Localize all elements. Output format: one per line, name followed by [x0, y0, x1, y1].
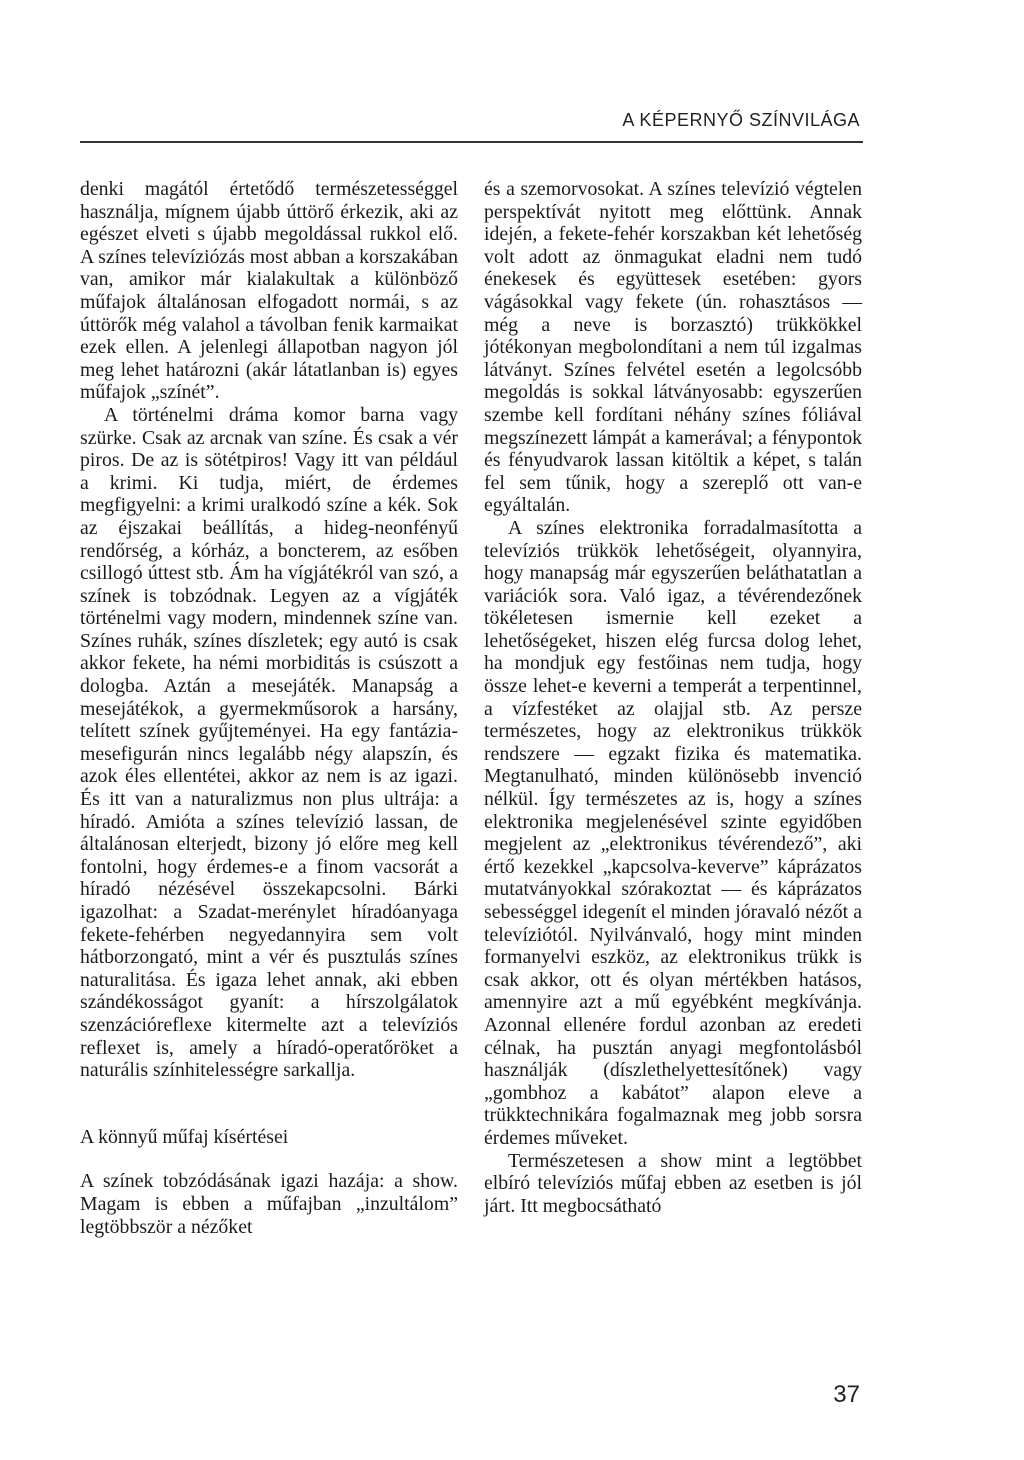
left-column [80, 178, 458, 1238]
paragraph: denki magától értetődő természetességgel használja, mígnem újabb úttörő érkezik, aki az egészet elveti s újabb megoldással rukkol elő. A színes televíziózás most abban a korszakában van, amikor már kialakultak a különböző műfajok általánosan elfogadott normái, s az úttörők még valahol a távolban fenik karmaikat ezek ellen. A jelenlegi állapotban nagyon jól meg lehet határozni (akár látatlanban is) egyes műfajok „színét”. [80, 178, 458, 404]
paragraph: A színes elektronika forradalmasította a televíziós trükkök lehetőségeit, olyannyira, hogy manapság már egyszerűen beláthatatlan a variációk sora. Való igaz, a tévérendezőnek tökéletesen ismernie kell ezeket a lehetőségeket, hiszen elég furcsa dolog lehet, ha mondjuk egy festőinas nem tudja, hogy össze lehet-e keverni a temperát a terpentinnel, a vízfestéket az olajjal stb. Az persze természetes, hogy az elektronikus trükkök rendszere — egzakt fizika és matematika. Megtanulható, minden különösebb invenció nélkül. Így természetes az is, hogy a színes elektronika megjelenésével szinte egyidőben megjelent az „elektronikus tévérendező”, aki értő kezekkel „kapcsolva-keverve” káprázatos mutatványokkal szórakoztat — és káprázatos sebességgel idegenít el minden jóravaló nézőt a televíziótól. Nyilvánvaló, hogy mint minden formanyelvi eszköz, az elektronikus trükk is csak akkor, ott és olyan mértékben hatásos, amennyire azt a mű egyébként megkívánja. Azonnal ellenére fordul azonban az eredeti célnak, ha pusztán anyagi megfontolásból használják (díszlethelyettesítőnek) vagy „gombhoz a kabátot” alapon eleve a trükktechnikára fogalmaznak meg jobb sorsra érdemes műveket. [484, 516, 862, 1149]
paragraph: és a szemorvosokat. A színes televízió végtelen perspektívát nyitott meg előttünk. Annak idején, a fekete-fehér korszakban két lehetőség volt adott az önmagukat eladni nem tudó énekesek és együttesek esetében: gyors vágásokkal vagy fekete (ún. rohasztásos — még a neve is borzasztó) trükkökkel jótékonyan megbolondítani a nem túl izgalmas látványt. Színes felvétel esetén a legolcsóbb megoldás is sokkal látványosabb: egyszerűen szembe kell fordítani néhány színes fóliával megszínezett lámpát a kamerával; a fénypontok és fényudvarok lassan kitöltik a képet, s talán fel sem tűnik, hogy a szereplő ott van-e egyáltalán. [484, 178, 862, 517]
running-head: A KÉPERNYŐ SZÍNVILÁGA [622, 110, 860, 130]
paragraph: A színek tobzódásának igazi hazája: a show. Magam is ebben a műfajban „inzultálom” legtöbbször a nézőket [80, 1170, 458, 1238]
page-number: 37 [833, 1381, 860, 1408]
paragraph: Természetesen a show mint a legtöbbet elbíró televíziós műfaj ebben az esetben is jól járt. Itt megbocsátható [484, 1149, 862, 1217]
paragraph: A történelmi dráma komor barna vagy szürke. Csak az arcnak van színe. És csak a vér piros. De az is sötétpiros! Vagy itt van például a krimi. Ki tudja, miért, de érdemes megfigyelni: a krimi uralkodó színe a kék. Sok az éjszakai beállítás, a hideg-neonfényű rendőrség, a kórház, a boncterem, az esőben csillogó úttest stb. Ám ha vígjátékról van szó, a színek is tobzódnak. Legyen az a vígjáték történelmi vagy modern, mindennek színe van. Színes ruhák, színes díszletek; egy autó is csak akkor fekete, ha némi morbiditás is csúszott a dologba. Aztán a mesejáték. Manapság a mesejátékok, a gyermekműsorok a harsány, telített színek gyűjteményei. Ha egy fantázia-mesefigurán nincs legalább négy alapszín, és azok éles ellentétei, akkor az nem is az igazi. És itt van a naturalizmus non plus ultrája: a híradó. Amióta a színes televízió lassan, de általánosan elterjedt, bizony jó előre meg kell fontolni, hogy érdemes-e a finom vacsorát a híradó nézésével összekapcsolni. Bárki igazolhat: a Szadat-merénylet híradóanyaga fekete-fehérben negyedannyira sem volt hátborzongató, mint a vér és pusztulás színes naturalitása. És igaza lehet annak, aki ebben szándékosságot gyanít: a hírszolgálatok szenzációreflexe kitermelte azt a televíziós reflexet is, amely a híradó-operatőröket a naturális színhitelességre sarkallja. [80, 403, 458, 1082]
section-subheading: A könnyű műfaj kísértései [80, 1125, 289, 1148]
right-column [484, 178, 862, 1217]
header-rule [80, 141, 863, 143]
